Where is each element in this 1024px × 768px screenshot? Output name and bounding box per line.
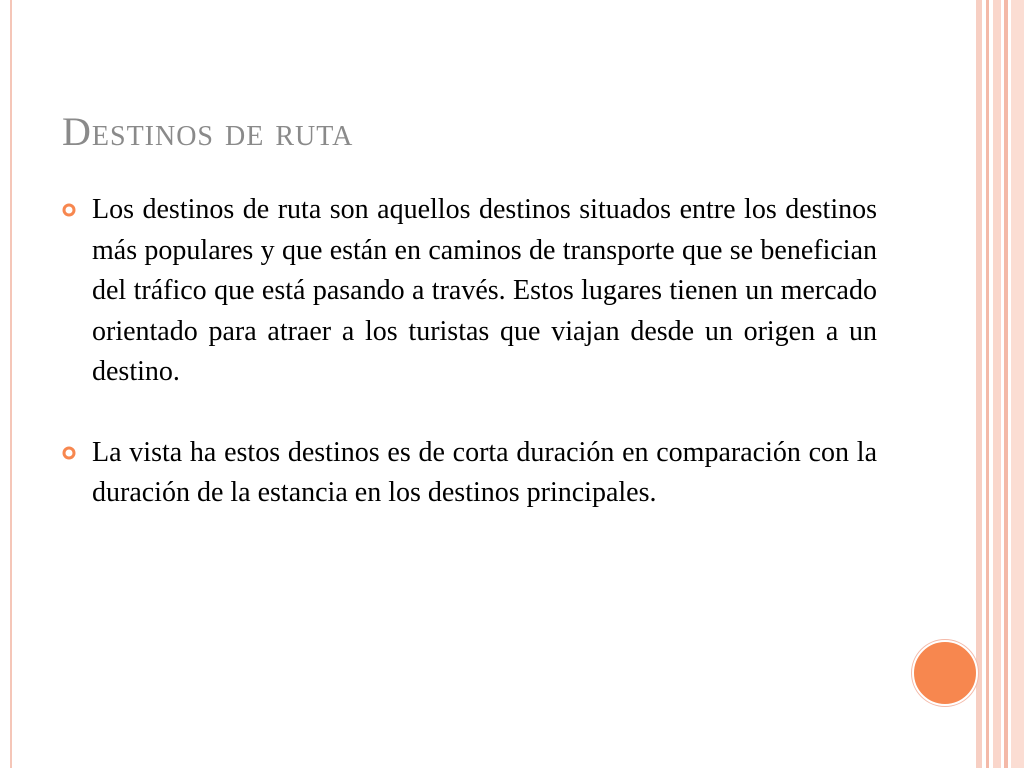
- bullet-text: Los destinos de ruta son aquellos destinos situados entre los destinos más populares y que están en caminos de transporte que se benefician del tráfico que está pasando a través. Estos lugares tienen un mercado orientado para atraer a los turistas que viajan desde un origen a un destino.: [92, 194, 877, 387]
- right-decor-stripe: [976, 0, 982, 768]
- bullet-item: [62, 190, 877, 393]
- ring-bullet-icon: [62, 203, 76, 217]
- bullet-item: [62, 433, 877, 514]
- slide-content: [62, 190, 877, 514]
- right-decor-stripe: [993, 0, 1001, 768]
- right-decor-stripe: [1011, 0, 1024, 768]
- right-decor-stripe: [1004, 0, 1008, 768]
- ring-bullet-icon: [62, 446, 76, 460]
- right-decor-stripe: [986, 0, 989, 768]
- left-border-line: [10, 0, 12, 768]
- decorative-circle: [912, 640, 978, 706]
- bullet-text: La vista ha estos destinos es de corta duración en comparación con la duración de la estancia en los destinos principales.: [92, 436, 877, 508]
- slide-title: Destinos de ruta: [62, 109, 354, 154]
